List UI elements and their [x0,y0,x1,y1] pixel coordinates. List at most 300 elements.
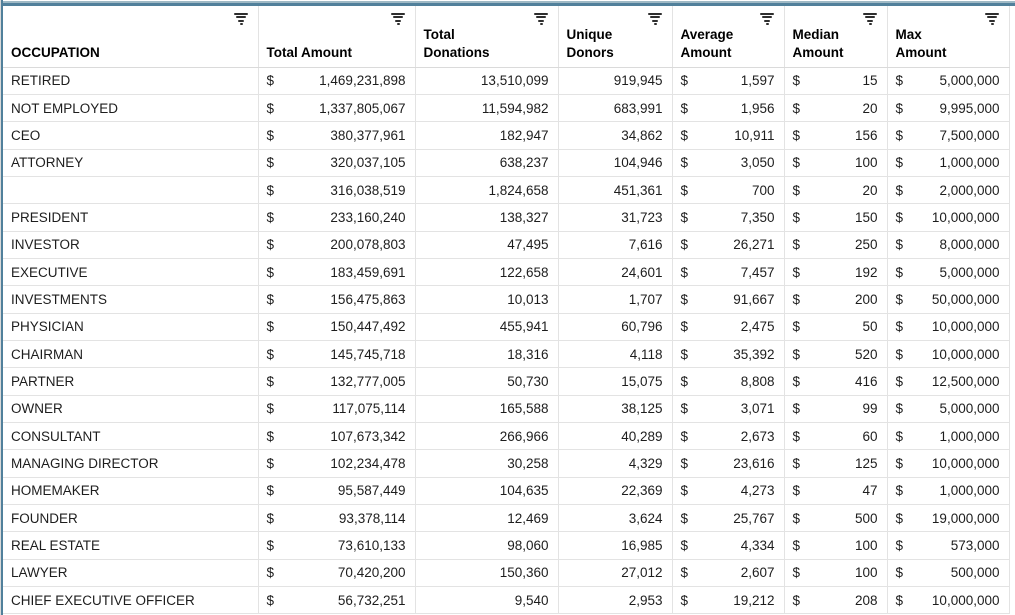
cell-unique_donors[interactable]: 22,369 [558,477,672,504]
cell-occupation[interactable] [3,176,258,203]
cell-value: 8,000,000 [939,237,1000,253]
cell-median_amount[interactable] [784,204,887,231]
cell-total_donations[interactable]: 11,594,982 [415,94,558,121]
table-row [3,340,1009,367]
currency-symbol: $ [895,319,904,335]
currency-symbol: $ [895,428,904,444]
cell-median_amount[interactable] [784,450,887,477]
cell-occupation[interactable]: RETIRED [3,67,258,94]
currency-symbol: $ [895,401,904,417]
currency-symbol: $ [792,346,801,362]
cell-value: 200,078,803 [330,237,406,253]
frozen-column-divider [0,0,3,615]
table-row [3,231,1009,258]
cell-unique_donors[interactable]: 31,723 [558,204,672,231]
cell-value: 250 [854,237,878,253]
cell-value: 1,337,805,067 [319,100,406,116]
filter-icon[interactable] [234,13,249,26]
cell-occupation[interactable]: EXECUTIVE [3,258,258,285]
cell-total_donations[interactable]: 98,060 [415,532,558,559]
column-header-occupation[interactable] [3,6,258,67]
cell-occupation[interactable]: OWNER [3,395,258,422]
cell-median_amount[interactable] [784,477,887,504]
currency-symbol: $ [266,346,275,362]
cell-value: 1,000,000 [939,483,1000,499]
cell-value: 1,469,231,898 [319,73,406,89]
cell-max_amount[interactable] [887,231,1009,258]
cell-value: 102,234,478 [330,455,406,471]
currency-symbol: $ [266,73,275,89]
table-body [3,67,1009,614]
cell-value: 73,610,133 [337,538,406,554]
cell-total_donations[interactable]: 638,237 [415,149,558,176]
cell-median_amount[interactable] [784,313,887,340]
currency-symbol: $ [792,100,801,116]
table-header [3,6,1009,67]
cell-average_amount[interactable] [672,258,784,285]
currency-symbol: $ [680,455,689,471]
filter-icon[interactable] [534,13,549,26]
currency-symbol: $ [895,565,904,581]
cell-value: 416 [854,373,878,389]
table-row [3,368,1009,395]
cell-unique_donors[interactable]: 4,118 [558,340,672,367]
cell-max_amount[interactable] [887,368,1009,395]
cell-median_amount[interactable] [784,231,887,258]
cell-max_amount[interactable] [887,313,1009,340]
cell-value: 60 [862,428,878,444]
cell-average_amount[interactable] [672,176,784,203]
cell-unique_donors[interactable]: 3,624 [558,505,672,532]
cell-total_amount[interactable] [258,422,415,449]
cell-total_amount[interactable] [258,67,415,94]
cell-value: 50,000,000 [931,291,1000,307]
cell-median_amount[interactable] [784,286,887,313]
cell-average_amount[interactable] [672,477,784,504]
currency-symbol: $ [792,483,801,499]
cell-value: 7,500,000 [939,127,1000,143]
cell-value: 7,457 [740,264,775,280]
table-row [3,67,1009,94]
cell-value: 23,616 [733,455,775,471]
cell-max_amount[interactable] [887,204,1009,231]
cell-max_amount[interactable] [887,450,1009,477]
cell-value: 10,911 [734,127,775,143]
cell-total_amount[interactable] [258,587,415,614]
filter-icon[interactable] [863,13,878,26]
cell-occupation[interactable]: ATTORNEY [3,149,258,176]
currency-symbol: $ [895,538,904,554]
filter-icon[interactable] [391,13,406,26]
cell-value: 3,050 [740,155,775,171]
cell-total_donations[interactable]: 165,588 [415,395,558,422]
cell-value: 2,475 [740,319,775,335]
currency-symbol: $ [266,237,275,253]
frozen-row-divider [0,0,1015,6]
cell-value: 200 [854,291,878,307]
cell-value: 125 [854,455,878,471]
cell-value: 9,995,000 [939,100,1000,116]
column-header-label: OCCUPATION [11,44,100,60]
cell-value: 500,000 [950,565,1000,581]
cell-unique_donors[interactable]: 104,946 [558,149,672,176]
cell-total_amount[interactable] [258,340,415,367]
table-row [3,532,1009,559]
cell-total_donations[interactable]: 50,730 [415,368,558,395]
cell-value: 10,000,000 [931,346,1000,362]
cell-value: 5,000,000 [939,264,1000,280]
currency-symbol: $ [680,264,689,280]
cell-median_amount[interactable] [784,532,887,559]
cell-unique_donors[interactable]: 451,361 [558,176,672,203]
cell-occupation[interactable]: CHIEF EXECUTIVE OFFICER [3,587,258,614]
cell-value: 2,000,000 [939,182,1000,198]
cell-value: 91,667 [733,291,775,307]
cell-max_amount[interactable] [887,176,1009,203]
filter-icon[interactable] [648,13,663,26]
cell-total_amount[interactable] [258,477,415,504]
cell-average_amount[interactable] [672,532,784,559]
cell-max_amount[interactable] [887,395,1009,422]
cell-unique_donors[interactable]: 16,985 [558,532,672,559]
currency-symbol: $ [266,401,275,417]
cell-occupation[interactable]: NOT EMPLOYED [3,94,258,121]
currency-symbol: $ [895,373,904,389]
currency-symbol: $ [266,100,275,116]
cell-median_amount[interactable] [784,94,887,121]
currency-symbol: $ [266,455,275,471]
currency-symbol: $ [895,209,904,225]
cell-value: 56,732,251 [337,592,406,608]
cell-median_amount[interactable] [784,122,887,149]
cell-value: 8,808 [740,373,775,389]
cell-occupation[interactable]: PRESIDENT [3,204,258,231]
currency-symbol: $ [792,592,801,608]
currency-symbol: $ [680,428,689,444]
cell-value: 47 [862,483,878,499]
cell-max_amount[interactable] [887,587,1009,614]
cell-total_amount[interactable] [258,94,415,121]
cell-total_amount[interactable] [258,176,415,203]
cell-max_amount[interactable] [887,559,1009,586]
currency-symbol: $ [680,209,689,225]
currency-symbol: $ [895,455,904,471]
cell-occupation[interactable]: REAL ESTATE [3,532,258,559]
cell-median_amount[interactable] [784,340,887,367]
cell-total_donations[interactable]: 150,360 [415,559,558,586]
currency-symbol: $ [680,127,689,143]
table-row [3,258,1009,285]
table-row [3,313,1009,340]
cell-occupation[interactable]: CEO [3,122,258,149]
cell-occupation[interactable]: CHAIRMAN [3,340,258,367]
currency-symbol: $ [680,373,689,389]
currency-symbol: $ [792,209,801,225]
cell-total_donations[interactable]: 104,635 [415,477,558,504]
cell-median_amount[interactable] [784,422,887,449]
cell-unique_donors[interactable]: 24,601 [558,258,672,285]
cell-value: 93,378,114 [338,510,406,526]
cell-total_amount[interactable] [258,559,415,586]
cell-value: 156 [854,127,878,143]
header-row [3,6,1009,67]
cell-median_amount[interactable] [784,587,887,614]
cell-value: 20 [862,100,878,116]
cell-unique_donors[interactable]: 683,991 [558,94,672,121]
cell-value: 1,956 [740,100,775,116]
currency-symbol: $ [266,428,275,444]
cell-occupation[interactable]: INVESTOR [3,231,258,258]
cell-value: 380,377,961 [330,127,406,143]
cell-total_donations[interactable]: 122,658 [415,258,558,285]
cell-value: 10,000,000 [931,455,1000,471]
cell-occupation[interactable]: LAWYER [3,559,258,586]
currency-symbol: $ [895,592,904,608]
cell-value: 2,673 [740,428,775,444]
cell-max_amount[interactable] [887,122,1009,149]
cell-value: 35,392 [733,346,775,362]
cell-value: 7,350 [740,209,775,225]
currency-symbol: $ [895,237,904,253]
cell-total_donations[interactable]: 47,495 [415,231,558,258]
cell-unique_donors[interactable]: 4,329 [558,450,672,477]
cell-max_amount[interactable] [887,422,1009,449]
cell-average_amount[interactable] [672,286,784,313]
currency-symbol: $ [680,592,689,608]
cell-value: 192 [854,264,878,280]
column-header-total-donations[interactable] [415,6,558,67]
cell-median_amount[interactable] [784,559,887,586]
cell-max_amount[interactable] [887,505,1009,532]
cell-average_amount[interactable] [672,450,784,477]
currency-symbol: $ [895,510,904,526]
cell-occupation[interactable]: INVESTMENTS [3,286,258,313]
cell-total_amount[interactable] [258,204,415,231]
cell-average_amount[interactable] [672,505,784,532]
table-row [3,587,1009,614]
cell-value: 150 [854,209,878,225]
cell-value: 19,000,000 [931,510,1000,526]
cell-value: 3,071 [740,401,775,417]
table-row [3,505,1009,532]
filter-icon[interactable] [760,13,775,26]
cell-value: 183,459,691 [330,264,406,280]
cell-unique_donors[interactable]: 40,289 [558,422,672,449]
cell-total_donations[interactable]: 455,941 [415,313,558,340]
cell-occupation[interactable]: CONSULTANT [3,422,258,449]
column-header-label: Average Amount [680,27,734,60]
cell-max_amount[interactable] [887,340,1009,367]
cell-value: 99 [862,401,878,417]
currency-symbol: $ [680,538,689,554]
cell-unique_donors[interactable]: 919,945 [558,67,672,94]
cell-total_donations[interactable]: 12,469 [415,505,558,532]
currency-symbol: $ [792,428,801,444]
cell-value: 26,271 [733,237,775,253]
cell-unique_donors[interactable]: 2,953 [558,587,672,614]
cell-total_amount[interactable] [258,368,415,395]
cell-total_donations[interactable]: 138,327 [415,204,558,231]
cell-total_amount[interactable] [258,122,415,149]
cell-average_amount[interactable] [672,204,784,231]
currency-symbol: $ [792,73,801,89]
cell-occupation[interactable]: HOMEMAKER [3,477,258,504]
currency-symbol: $ [792,155,801,171]
cell-max_amount[interactable] [887,477,1009,504]
cell-unique_donors[interactable]: 60,796 [558,313,672,340]
cell-total_donations[interactable]: 9,540 [415,587,558,614]
cell-max_amount[interactable] [887,149,1009,176]
table-row [3,204,1009,231]
column-header-max-amount[interactable] [887,6,1009,67]
cell-total_donations[interactable]: 18,316 [415,340,558,367]
cell-total_donations[interactable]: 30,258 [415,450,558,477]
currency-symbol: $ [792,264,801,280]
currency-symbol: $ [895,73,904,89]
currency-symbol: $ [266,373,275,389]
cell-unique_donors[interactable]: 34,862 [558,122,672,149]
cell-value: 320,037,105 [330,155,406,171]
cell-value: 95,587,449 [337,483,406,499]
column-header-label: Total Donations [423,27,490,60]
cell-total_amount[interactable] [258,505,415,532]
currency-symbol: $ [895,264,904,280]
cell-average_amount[interactable] [672,122,784,149]
cell-total_amount[interactable] [258,149,415,176]
cell-median_amount[interactable] [784,149,887,176]
currency-symbol: $ [895,100,904,116]
cell-median_amount[interactable] [784,395,887,422]
cell-value: 15 [862,73,878,89]
cell-average_amount[interactable] [672,231,784,258]
cell-average_amount[interactable] [672,559,784,586]
cell-value: 4,334 [740,538,775,554]
cell-value: 2,607 [740,565,775,581]
cell-total_amount[interactable] [258,450,415,477]
currency-symbol: $ [266,182,275,198]
cell-occupation[interactable]: FOUNDER [3,505,258,532]
column-header-median-amount[interactable] [784,6,887,67]
cell-total_amount[interactable] [258,532,415,559]
cell-value: 50 [862,319,878,335]
cell-max_amount[interactable] [887,286,1009,313]
currency-symbol: $ [680,100,689,116]
currency-symbol: $ [680,319,689,335]
cell-value: 1,000,000 [939,155,1000,171]
cell-total_amount[interactable] [258,286,415,313]
table-row [3,149,1009,176]
cell-total_amount[interactable] [258,395,415,422]
column-header-unique-donors[interactable] [558,6,672,67]
currency-symbol: $ [895,155,904,171]
cell-unique_donors[interactable]: 7,616 [558,231,672,258]
column-header-average-amount[interactable] [672,6,784,67]
cell-unique_donors[interactable]: 15,075 [558,368,672,395]
column-header-total-amount[interactable] [258,6,415,67]
cell-unique_donors[interactable]: 38,125 [558,395,672,422]
currency-symbol: $ [266,592,275,608]
table-row [3,559,1009,586]
cell-average_amount[interactable] [672,313,784,340]
cell-total_donations[interactable]: 1,824,658 [415,176,558,203]
cell-max_amount[interactable] [887,67,1009,94]
table-row [3,286,1009,313]
cell-median_amount[interactable] [784,176,887,203]
cell-total_donations[interactable]: 182,947 [415,122,558,149]
cell-median_amount[interactable] [784,505,887,532]
cell-average_amount[interactable] [672,395,784,422]
cell-total_amount[interactable] [258,258,415,285]
currency-symbol: $ [895,346,904,362]
cell-value: 100 [854,155,878,171]
cell-value: 20 [862,182,878,198]
cell-max_amount[interactable] [887,94,1009,121]
cell-median_amount[interactable] [784,258,887,285]
cell-total_donations[interactable]: 10,013 [415,286,558,313]
cell-occupation[interactable]: PARTNER [3,368,258,395]
currency-symbol: $ [266,510,275,526]
column-header-label: Total Amount [266,44,352,60]
cell-average_amount[interactable] [672,67,784,94]
cell-unique_donors[interactable]: 27,012 [558,559,672,586]
cell-average_amount[interactable] [672,94,784,121]
table-row [3,422,1009,449]
currency-symbol: $ [266,565,275,581]
currency-symbol: $ [792,319,801,335]
table-row [3,395,1009,422]
cell-occupation[interactable]: MANAGING DIRECTOR [3,450,258,477]
cell-value: 70,420,200 [337,565,406,581]
cell-median_amount[interactable] [784,67,887,94]
cell-total_amount[interactable] [258,231,415,258]
cell-value: 208 [854,592,878,608]
column-header-label: Max Amount [895,27,947,60]
currency-symbol: $ [680,237,689,253]
cell-value: 233,160,240 [330,209,406,225]
currency-symbol: $ [895,127,904,143]
currency-symbol: $ [792,401,801,417]
cell-average_amount[interactable] [672,368,784,395]
cell-occupation[interactable]: PHYSICIAN [3,313,258,340]
cell-total_donations[interactable]: 13,510,099 [415,67,558,94]
table-row [3,450,1009,477]
cell-value: 156,475,863 [330,291,406,307]
cell-average_amount[interactable] [672,587,784,614]
cell-average_amount[interactable] [672,422,784,449]
cell-value: 500 [854,510,878,526]
filter-icon[interactable] [985,13,1000,26]
cell-value: 700 [751,182,775,198]
cell-value: 5,000,000 [939,73,1000,89]
cell-total_donations[interactable]: 266,966 [415,422,558,449]
cell-max_amount[interactable] [887,532,1009,559]
cell-unique_donors[interactable]: 1,707 [558,286,672,313]
cell-total_amount[interactable] [258,313,415,340]
currency-symbol: $ [266,209,275,225]
currency-symbol: $ [680,291,689,307]
currency-symbol: $ [680,483,689,499]
cell-value: 150,447,492 [330,319,406,335]
currency-symbol: $ [792,373,801,389]
currency-symbol: $ [680,401,689,417]
cell-average_amount[interactable] [672,340,784,367]
column-header-label: Unique Donors [566,27,614,60]
currency-symbol: $ [792,538,801,554]
cell-max_amount[interactable] [887,258,1009,285]
currency-symbol: $ [266,483,275,499]
cell-average_amount[interactable] [672,149,784,176]
cell-median_amount[interactable] [784,368,887,395]
